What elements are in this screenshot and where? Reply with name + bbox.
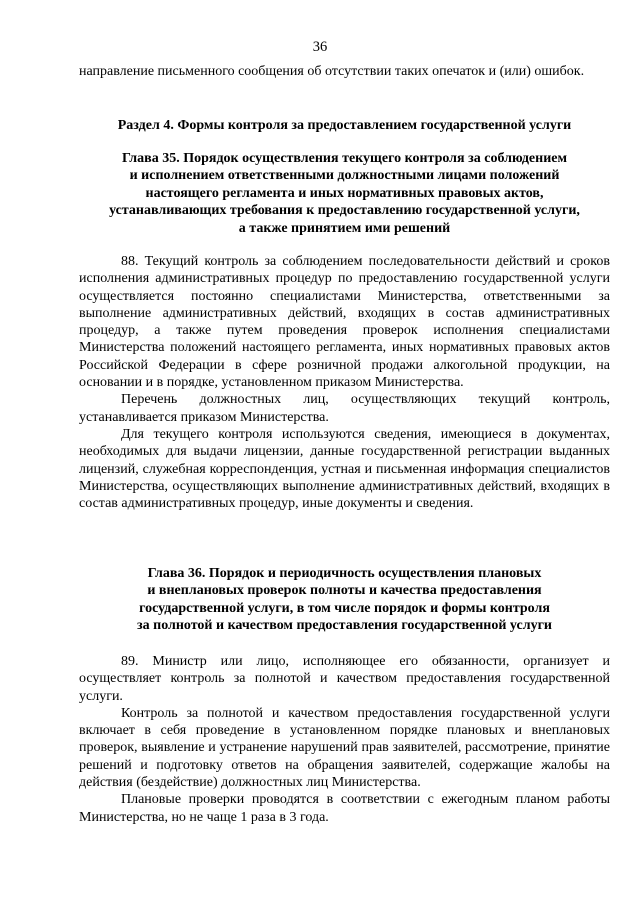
- chapter-36-title-line: за полнотой и качеством предоставления государственной услуги: [137, 618, 552, 634]
- paragraph-control-sources: Для текущего контроля используются сведения, имеющиеся в документах, необходимых для выдачи лицензии, данные государственной регистрации выданных лицензий, служебная корреспонденция, устная и письменная информация специалистов Министерства, осуществляющих выполнение административных действий, входящих в состав административных процедур, иные документы и сведения.: [79, 426, 610, 512]
- section-title: [79, 117, 610, 134]
- chapter-36-title: [79, 565, 610, 635]
- chapter-35-body: [79, 253, 610, 512]
- chapter-35-title-line: и исполнением ответственными должностными лицами положений: [129, 168, 560, 184]
- paragraph-officials-list: Перечень должностных лиц, осуществляющих текущий контроль, устанавливается приказом Министерства.: [79, 392, 610, 425]
- chapter-36-body: [79, 653, 610, 826]
- section-title-text: Раздел 4. Формы контроля за предоставлением государственной услуги: [117, 118, 572, 133]
- chapter-36-title-line: государственной услуги, в том числе порядок и формы контроля: [139, 600, 550, 616]
- chapter-35-title: [79, 150, 610, 237]
- paragraph-quality-control: Контроль за полнотой и качеством предоставления государственной услуги включает в себя проведение в установленном порядке плановых и внеплановых проверок, выявление и устранение нарушений прав заявителей, рассмотрение, принятие решений и подготовку ответов на обращения заявителей, содержащие жалобы на действия (бездействие) должностных лиц Министерства.: [79, 705, 610, 791]
- page-number: 36: [312, 39, 328, 55]
- chapter-36-title-line: Глава 36. Порядок и периодичность осуществления плановых: [147, 566, 542, 581]
- paragraph-89: 89. Министр или лицо, исполняющее его обязанности, организует и осуществляет контроль за полнотой и качеством предоставления государственной услуги.: [79, 654, 610, 704]
- continuation-text: [79, 63, 610, 80]
- chapter-35-title-line: настоящего регламента и иных нормативных правовых актов,: [145, 185, 544, 201]
- chapter-35-title-line: устанавливающих требования к предоставлению государственной услуги,: [109, 203, 580, 219]
- paragraph-88: 88. Текущий контроль за соблюдением последовательности действий и сроков исполнения административных процедур по предоставлению государственной услуги осуществляется постоянно специалистами Министерства, ответственными за выполнение административных действий, входящих в состав административных процедур, а также путем проведения проверок исполнения специалистами Министерства положений настоящего регламента, иных нормативных правовых актов Российской Федерации в сфере розничной продажи алкогольной продукции, на основании и в порядке, установленном приказом Министерства.: [79, 254, 610, 391]
- chapter-36-title-line: и внеплановых проверок полноты и качества предоставления: [147, 583, 542, 599]
- chapter-35-title-line: Глава 35. Порядок осуществления текущего контроля за соблюдением: [121, 151, 568, 166]
- chapter-35-title-line: а также принятием ими решений: [238, 220, 451, 236]
- continuation-paragraph: направление письменного сообщения об отсутствии таких опечаток и (или) ошибок.: [79, 64, 585, 79]
- paragraph-planned-inspections: Плановые проверки проводятся в соответствии с ежегодным планом работы Министерства, но не чаще 1 раза в 3 года.: [79, 792, 610, 825]
